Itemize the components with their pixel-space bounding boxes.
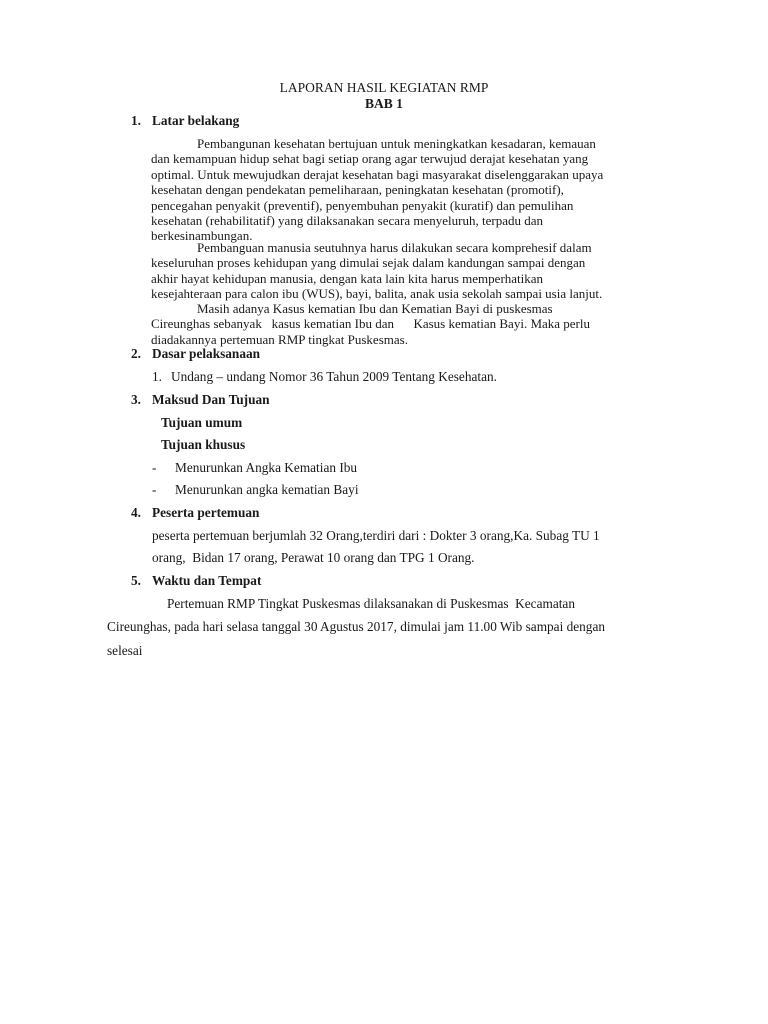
text-line: diadakannya pertemuan RMP tingkat Puskesmas. (151, 331, 408, 347)
section-1-number: 1. (131, 113, 141, 128)
document-title: LAPORAN HASIL KEGIATAN RMP (279, 80, 489, 95)
text-line: kesehatan (rehabilitatif) yang dilaksanakan secara menyeluruh, terpadu dan (151, 213, 543, 229)
section-4-number: 4. (131, 505, 141, 520)
text-line: optimal. Untuk mewujudkan derajat kesehatan bagi masyarakat diselenggarakan upaya (151, 166, 604, 182)
subheading-tujuan-khusus: Tujuan khusus (161, 437, 246, 452)
section-5-heading: Waktu dan Tempat (152, 573, 262, 588)
background-paragraph-2 (151, 240, 653, 302)
text-line: berkesinambungan. (151, 228, 253, 244)
section-3-heading: Maksud Dan Tujuan (152, 392, 270, 407)
list-item: Menurunkan Angka Kematian Ibu (175, 460, 358, 475)
background-paragraph-1 (151, 136, 653, 244)
bullet-marker: - (152, 482, 157, 497)
text-line: Pembanguan manusia seutuhnya harus dilakukan secara komprehesif dalam (197, 240, 592, 255)
section-4-heading: Peserta pertemuan (152, 505, 260, 520)
list-item: Menurunkan angka kematian Bayi (175, 482, 359, 497)
chapter-heading: BAB 1 (365, 96, 403, 111)
list-item: Undang – undang Nomor 36 Tahun 2009 Tentang Kesehatan. (171, 369, 497, 384)
section-5-number: 5. (131, 573, 141, 588)
text-line: kesejahteraan para calon ibu (WUS), bayi, balita, anak usia sekolah sampai usia lanjut. (151, 286, 603, 302)
section-2-heading: Dasar pelaksanaan (152, 346, 261, 361)
text-line: keseluruhan proses kehidupan yang dimulai sejak dalam kandungan sampai dengan (151, 255, 586, 271)
text-line: akhir hayat kehidupan manusia, dengan kata lain kita harus memperhatikan (151, 270, 544, 286)
subheading-tujuan-umum: Tujuan umum (161, 415, 243, 430)
bullet-marker: - (152, 460, 157, 475)
text-line: Cireunghas sebanyak kasus kematian Ibu dan Kasus kematian Bayi. Maka perlu (151, 316, 590, 332)
background-paragraph-3 (151, 301, 653, 347)
section-2-number: 2. (131, 346, 141, 361)
text-line: dan kemampuan hidup sehat bagi setiap orang agar terwujud derajat kesehatan yang (151, 151, 589, 167)
text-line: peserta pertemuan berjumlah 32 Orang,terdiri dari : Dokter 3 orang,Ka. Subag TU 1 (152, 528, 600, 543)
list-item-number: 1. (152, 369, 162, 384)
text-line: Pembangunan kesehatan bertujuan untuk meningkatkan kesadaran, kemauan (197, 136, 596, 151)
text-line: pencegahan penyakit (preventif), penyembuhan penyakit (kuratif) dan pemulihan (151, 197, 574, 213)
section-3-number: 3. (131, 392, 141, 407)
text-line: Masih adanya Kasus kematian Ibu dan Kematian Bayi di puskesmas (197, 301, 553, 316)
text-line: Cireunghas, pada hari selasa tanggal 30 Agustus 2017, dimulai jam 11.00 Wib sampai dengan (107, 619, 606, 634)
text-line: orang, Bidan 17 orang, Perawat 10 orang dan TPG 1 Orang. (152, 550, 475, 565)
text-line: selesai (107, 643, 143, 658)
text-line: Pertemuan RMP Tingkat Puskesmas dilaksanakan di Puskesmas Kecamatan (167, 596, 575, 611)
section-1-heading: Latar belakang (152, 113, 240, 128)
text-line: kesehatan dengan pendekatan pemeliharaan, peningkatan kesehatan (promotif), (151, 182, 564, 198)
